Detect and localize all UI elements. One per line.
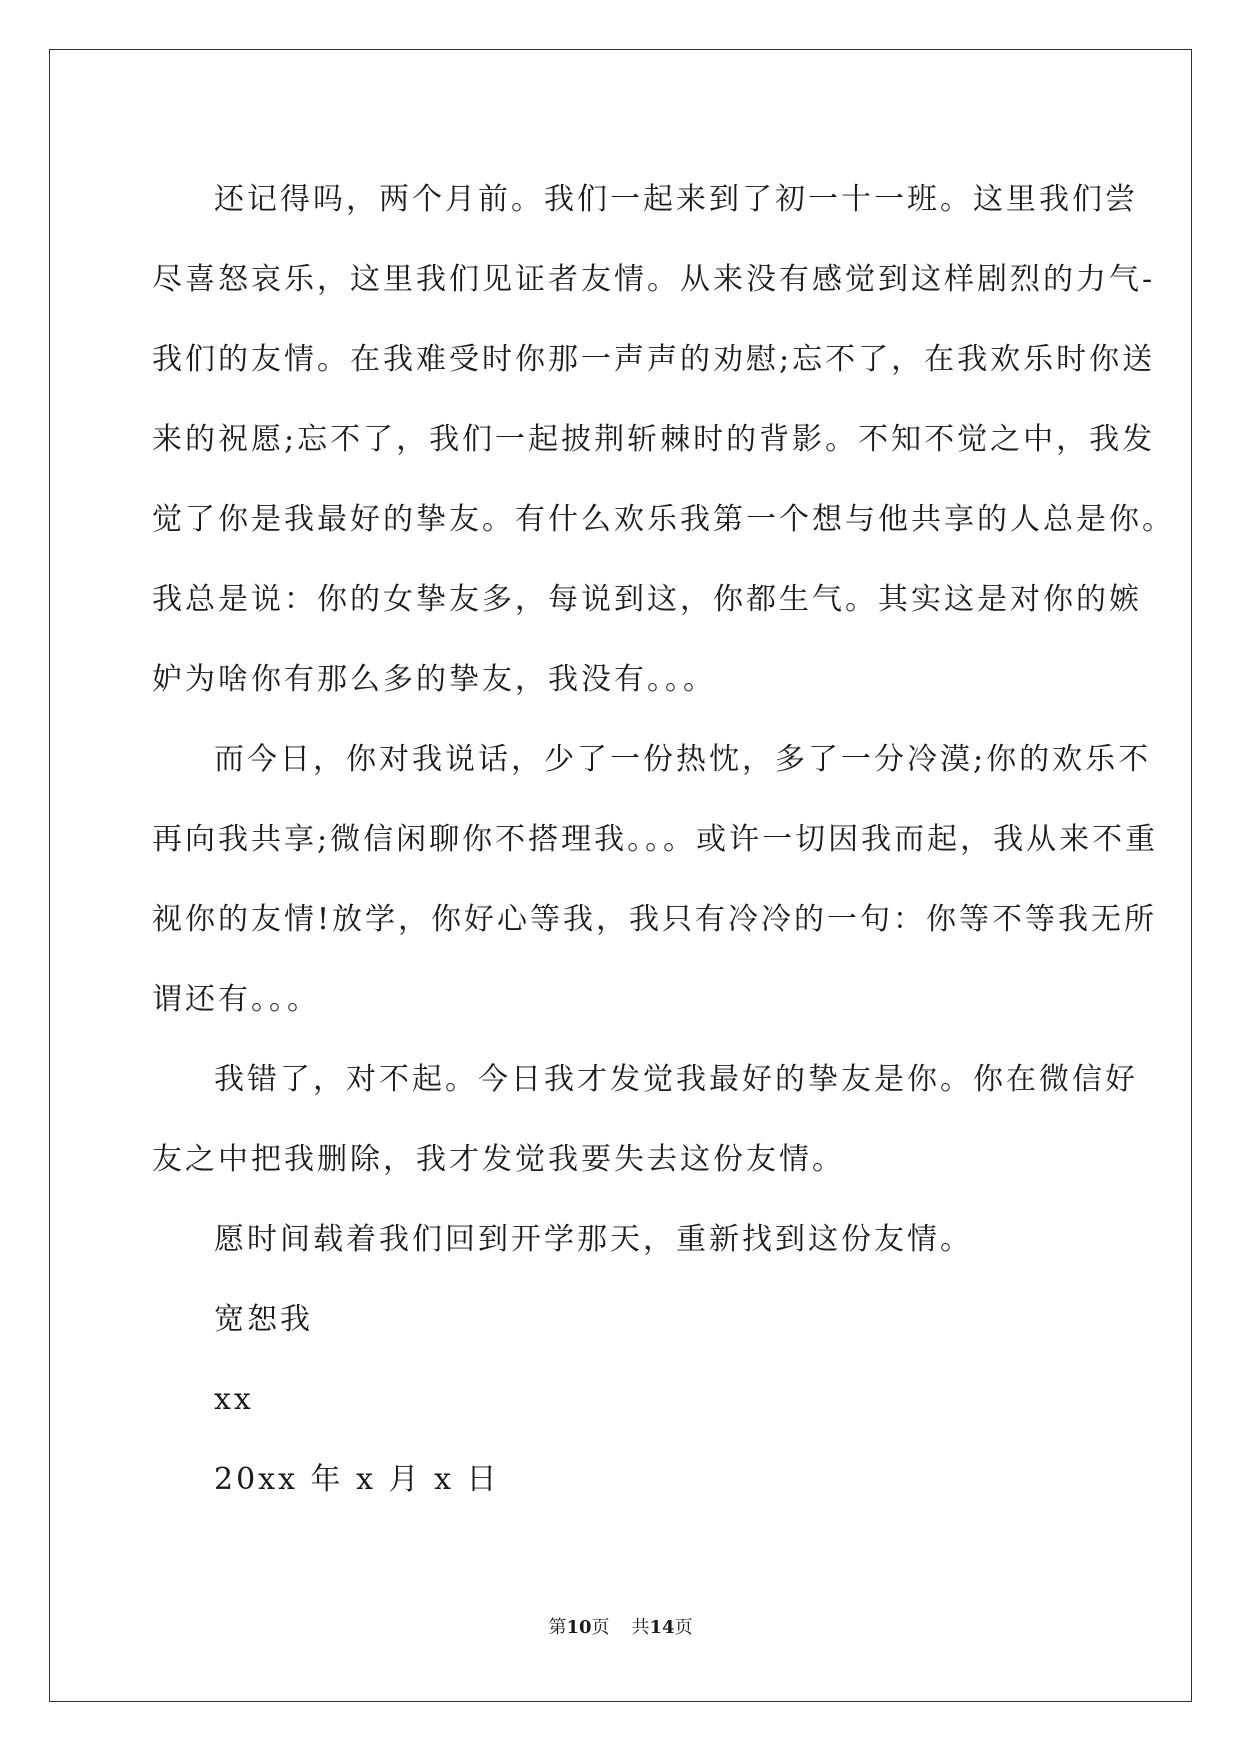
- footer-page-unit: 页: [591, 1617, 610, 1638]
- paragraph-1-line-5: 觉了你是我最好的挚友。有什么欢乐我第一个想与他共享的人总是你。: [152, 502, 1175, 537]
- letter-body: [152, 160, 1175, 1520]
- paragraph-2-line-4: 谓还有。。。: [152, 982, 320, 1017]
- footer-prefix: 第: [548, 1617, 567, 1638]
- paragraph-2-line-3: 视你的友情!放学，你好心等我，我只有冷冷的一句：你等不等我无所: [152, 902, 1158, 937]
- paragraph-1-line-3: 我们的友情。在我难受时你那一声声的劝慰;忘不了，在我欢乐时你送: [152, 342, 1156, 377]
- footer-current-page: 10: [566, 1617, 592, 1638]
- closing-phrase: 宽恕我: [214, 1302, 313, 1337]
- paragraph-1-line-7: 妒为啥你有那么多的挚友，我没有。。。: [152, 662, 716, 697]
- signature-date: 20xx 年 x 月 x 日: [214, 1462, 500, 1497]
- paragraph-1-line-4: 来的祝愿;忘不了，我们一起披荆斩棘时的背影。不知不觉之中，我发: [152, 422, 1156, 457]
- paragraph-1-line-6: 我总是说：你的女挚友多，每说到这，你都生气。其实这是对你的嫉: [152, 582, 1142, 617]
- signature-name: xx: [214, 1382, 254, 1417]
- paragraph-2-line-1: 而今日，你对我说话，少了一份热忱，多了一分冷漠;你的欢乐不: [214, 742, 1152, 777]
- footer-total-pages: 14: [649, 1617, 675, 1638]
- footer-total-prefix: 共: [631, 1617, 650, 1638]
- page-footer: [0, 1613, 1241, 1639]
- paragraph-3-line-1: 我错了，对不起。今日我才发觉我最好的挚友是你。你在微信好: [214, 1062, 1138, 1097]
- footer-total-unit: 页: [674, 1617, 693, 1638]
- paragraph-1-line-2: 尽喜怒哀乐，这里我们见证者友情。从来没有感觉到这样剧烈的力气-: [152, 262, 1156, 297]
- paragraph-3-line-2: 友之中把我删除，我才发觉我要失去这份友情。: [152, 1142, 845, 1177]
- paragraph-2-line-2: 再向我共享;微信闲聊你不搭理我。。。或许一切因我而起，我从来不重: [152, 822, 1159, 857]
- paragraph-1-line-1: 还记得吗，两个月前。我们一起来到了初一十一班。这里我们尝: [214, 182, 1138, 217]
- paragraph-4-line-1: 愿时间载着我们回到开学那天，重新找到这份友情。: [214, 1222, 973, 1257]
